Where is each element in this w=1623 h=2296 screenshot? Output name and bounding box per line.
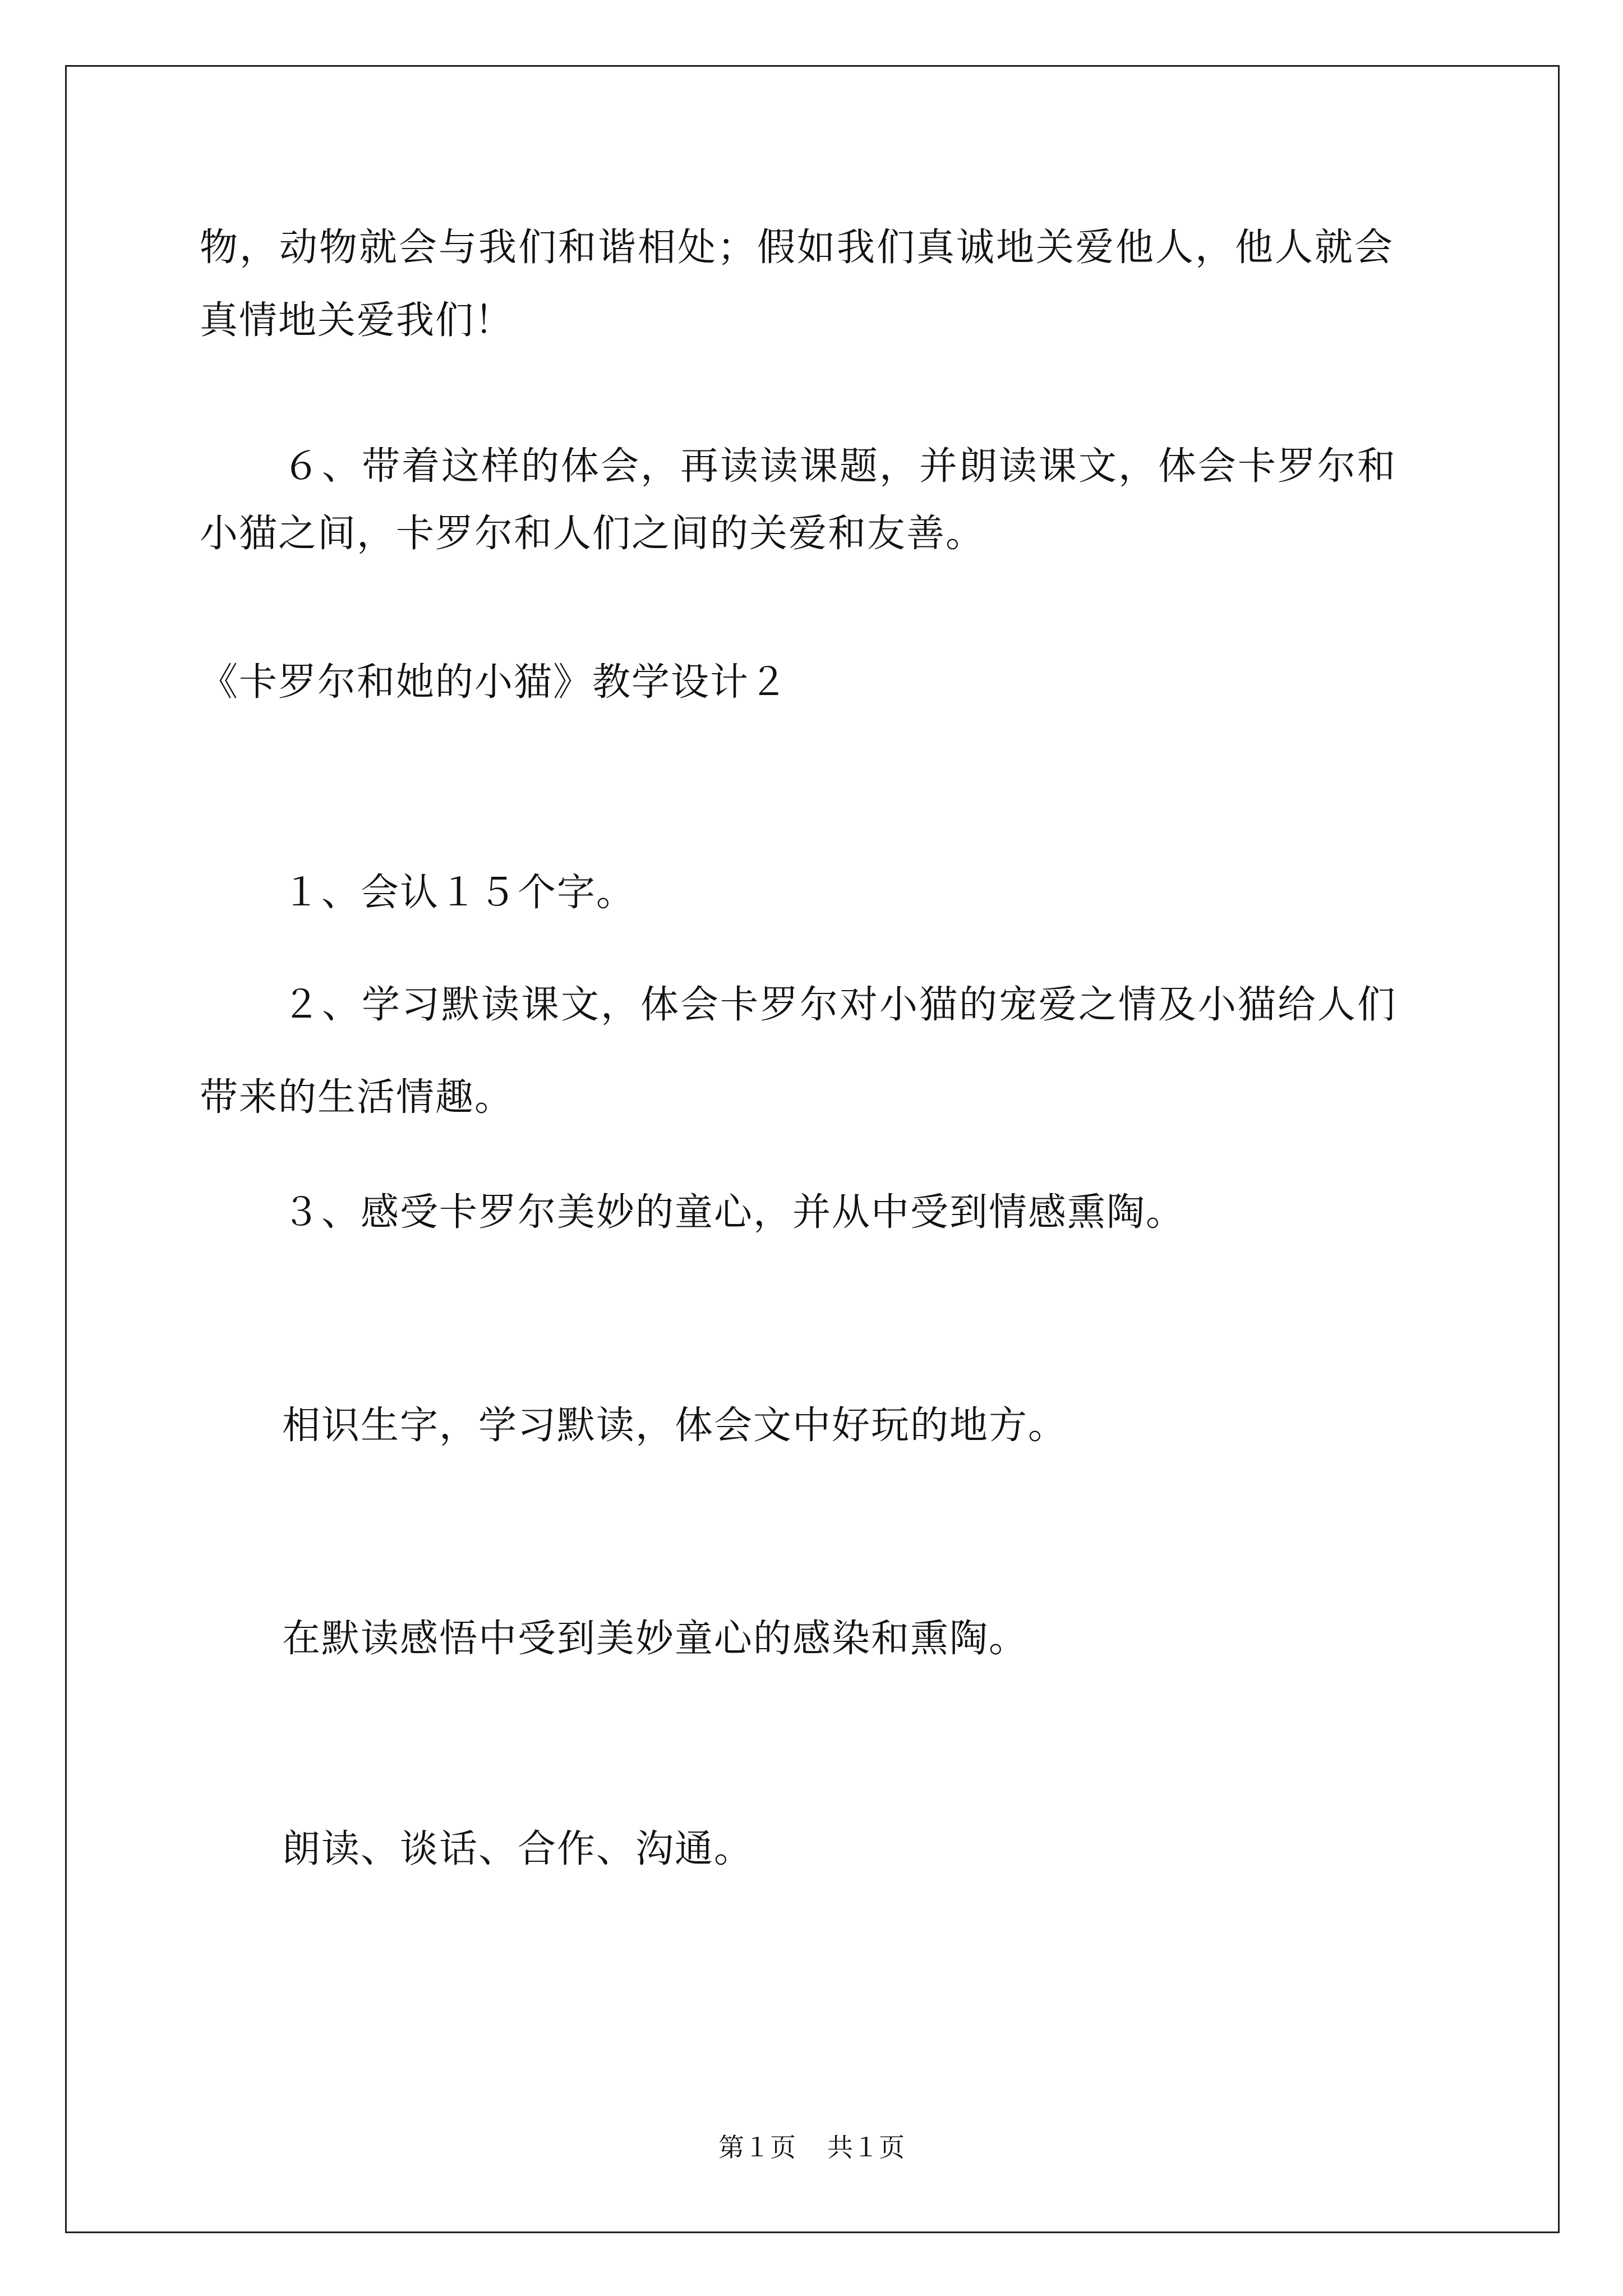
list-item: ３、感受卡罗尔美妙的童心，并从中受到情感熏陶。	[282, 1190, 1186, 1235]
section-heading: 《卡罗尔和她的小猫》教学设计２	[200, 660, 789, 705]
paragraph-line: 真情地关爱我们！	[200, 298, 514, 343]
paragraph-line: 物，动物就会与我们和谐相处；假如我们真诚地关爱他人，他人就会	[200, 226, 1395, 270]
page-frame	[65, 65, 1560, 2233]
page-total: 共１页	[827, 2132, 905, 2162]
page-footer	[0, 2132, 1623, 2163]
paragraph-line: 带来的生活情趣。	[200, 1075, 514, 1120]
list-item: ２、学习默读课文，体会卡罗尔对小猫的宠爱之情及小猫给人们	[282, 983, 1398, 1027]
paragraph-line: 相识生字，学习默读，体会文中好玩的地方。	[282, 1404, 1068, 1448]
paragraph-line: 小猫之间，卡罗尔和人们之间的关爱和友善。	[200, 512, 985, 556]
list-item: １、会认１５个字。	[282, 871, 636, 915]
page-number: 第１页	[718, 2132, 796, 2162]
paragraph-line: 朗读、谈话、合作、沟通。	[282, 1827, 754, 1871]
paragraph-line: ６、带着这样的体会，再读读课题，并朗读课文，体会卡罗尔和	[282, 444, 1398, 489]
paragraph-line: 在默读感悟中受到美妙童心的感染和熏陶。	[282, 1617, 1029, 1661]
